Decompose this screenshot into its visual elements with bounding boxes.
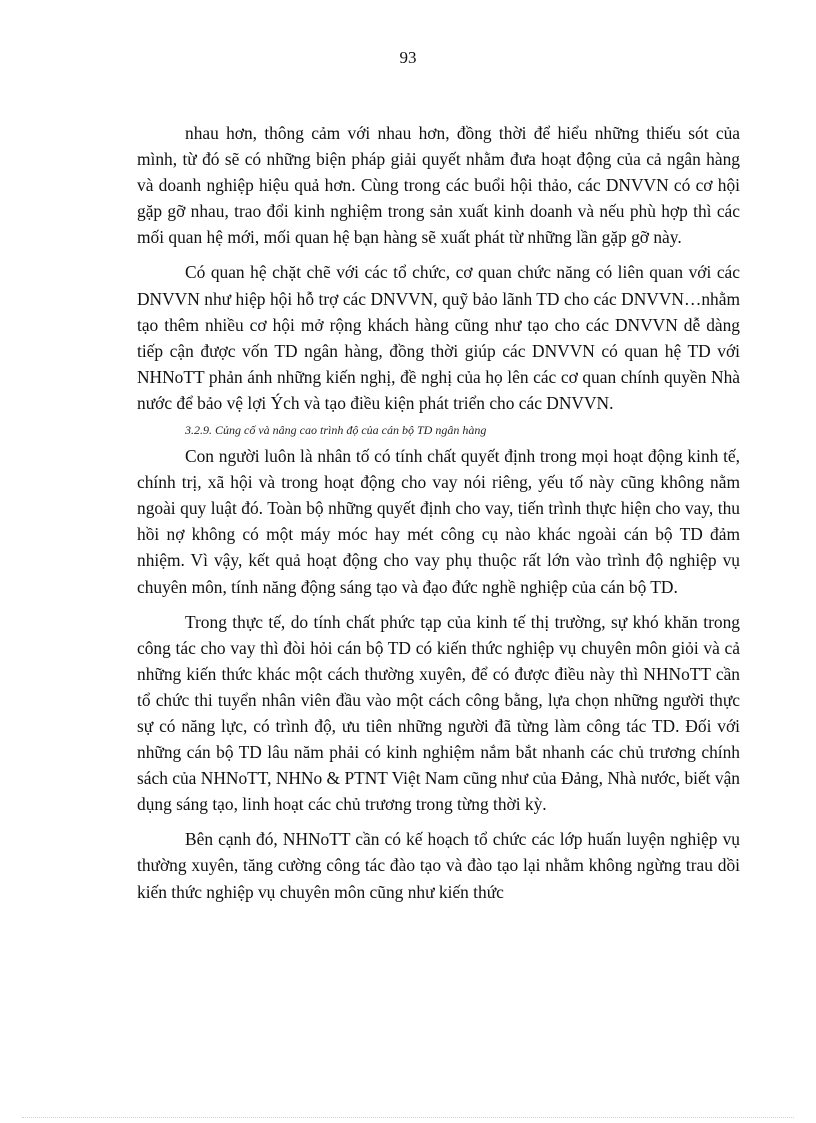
body-text <box>137 120 740 905</box>
page-bottom-border <box>22 1117 794 1118</box>
paragraph-training: Bên cạnh đó, NHNoTT cần có kế hoạch tổ chức các lớp huấn luyện nghiệp vụ thường xuyên, tăng cường công tác đào tạo và đào tạo lại nhằm không ngừng trau dồi kiến thức nghiệp vụ chuyên môn cũng như kiến thức <box>137 829 740 902</box>
section-heading: 3.2.9. Củng cố và nâng cao trình độ của cán bộ TD ngân hàng <box>185 423 487 438</box>
paragraph-recruitment: Trong thực tế, do tính chất phức tạp của kinh tế thị trường, sự khó khăn trong công tác cho vay thì đòi hỏi cán bộ TD có kiến thức nghiệp vụ chuyên môn giỏi và cả những kiến thức khác một cách thường xuyên, để có được điều này thì NHNoTT cần tổ chức thi tuyển nhân viên đầu vào một cách công bằng, lựa chọn những người thực sự có năng lực, có trình độ, ưu tiên những người đã từng làm công tác TD. Đối với những cán bộ TD lâu năm phải có kinh nghiệm nắm bắt nhanh các chủ trương chính sách của NHNoTT, NHNo & PTNT Việt Nam cũng như của Đảng, Nhà nước, biết vận dụng sáng tạo, linh hoạt các chủ trương trong từng thời kỳ. <box>137 611 740 815</box>
page-number: 93 <box>399 48 417 67</box>
paragraph-human-factor: Con người luôn là nhân tố có tính chất quyết định trong mọi hoạt động kinh tế, chính trị, xã hội và trong hoạt động cho vay nói riêng, yếu tố này cũng không nằm ngoài quy luật đó. Toàn bộ những quyết định cho vay, tiến trình thực hiện cho vay, thu hồi nợ không có một máy móc hay mét công cụ nào khác ngoài cán bộ TD đảm nhiệm. Vì vậy, kết quả hoạt động cho vay phụ thuộc rất lớn vào trình độ nghiệp vụ chuyên môn, tính năng động sáng tạo và đạo đức nghề nghiệp của cán bộ TD. <box>137 446 740 597</box>
paragraph-continuation: nhau hơn, thông cảm với nhau hơn, đồng thời để hiểu những thiếu sót của mình, từ đó sẽ có những biện pháp giải quyết nhằm đưa hoạt động của cả ngân hàng và doanh nghiệp hiệu quả hơn. Cùng trong các buổi hội thảo, các DNVVN có cơ hội gặp gỡ nhau, trao đổi kinh nghiệm trong sản xuất kinh doanh và nếu phù hợp thì các mối quan hệ mới, mối quan hệ bạn hàng sẽ xuất phát từ những lần gặp gỡ này. <box>137 123 740 248</box>
paragraph-organizations: Có quan hệ chặt chẽ với các tổ chức, cơ quan chức năng có liên quan với các DNVVN như hiệp hội hỗ trợ các DNVVN, quỹ bảo lãnh TD cho các DNVVN…nhằm tạo thêm nhiều cơ hội mở rộng khách hàng cũng như tạo cho các DNVVN dễ dàng tiếp cận được vốn TD ngân hàng, đồng thời giúp các DNVVN có quan hệ TD với NHNoTT phản ánh những kiến nghị, đề nghị của họ lên các cơ quan chính quyền Nhà nước để bảo vệ lợi Ých và tạo điều kiện phát triển cho các DNVVN. <box>137 262 740 413</box>
